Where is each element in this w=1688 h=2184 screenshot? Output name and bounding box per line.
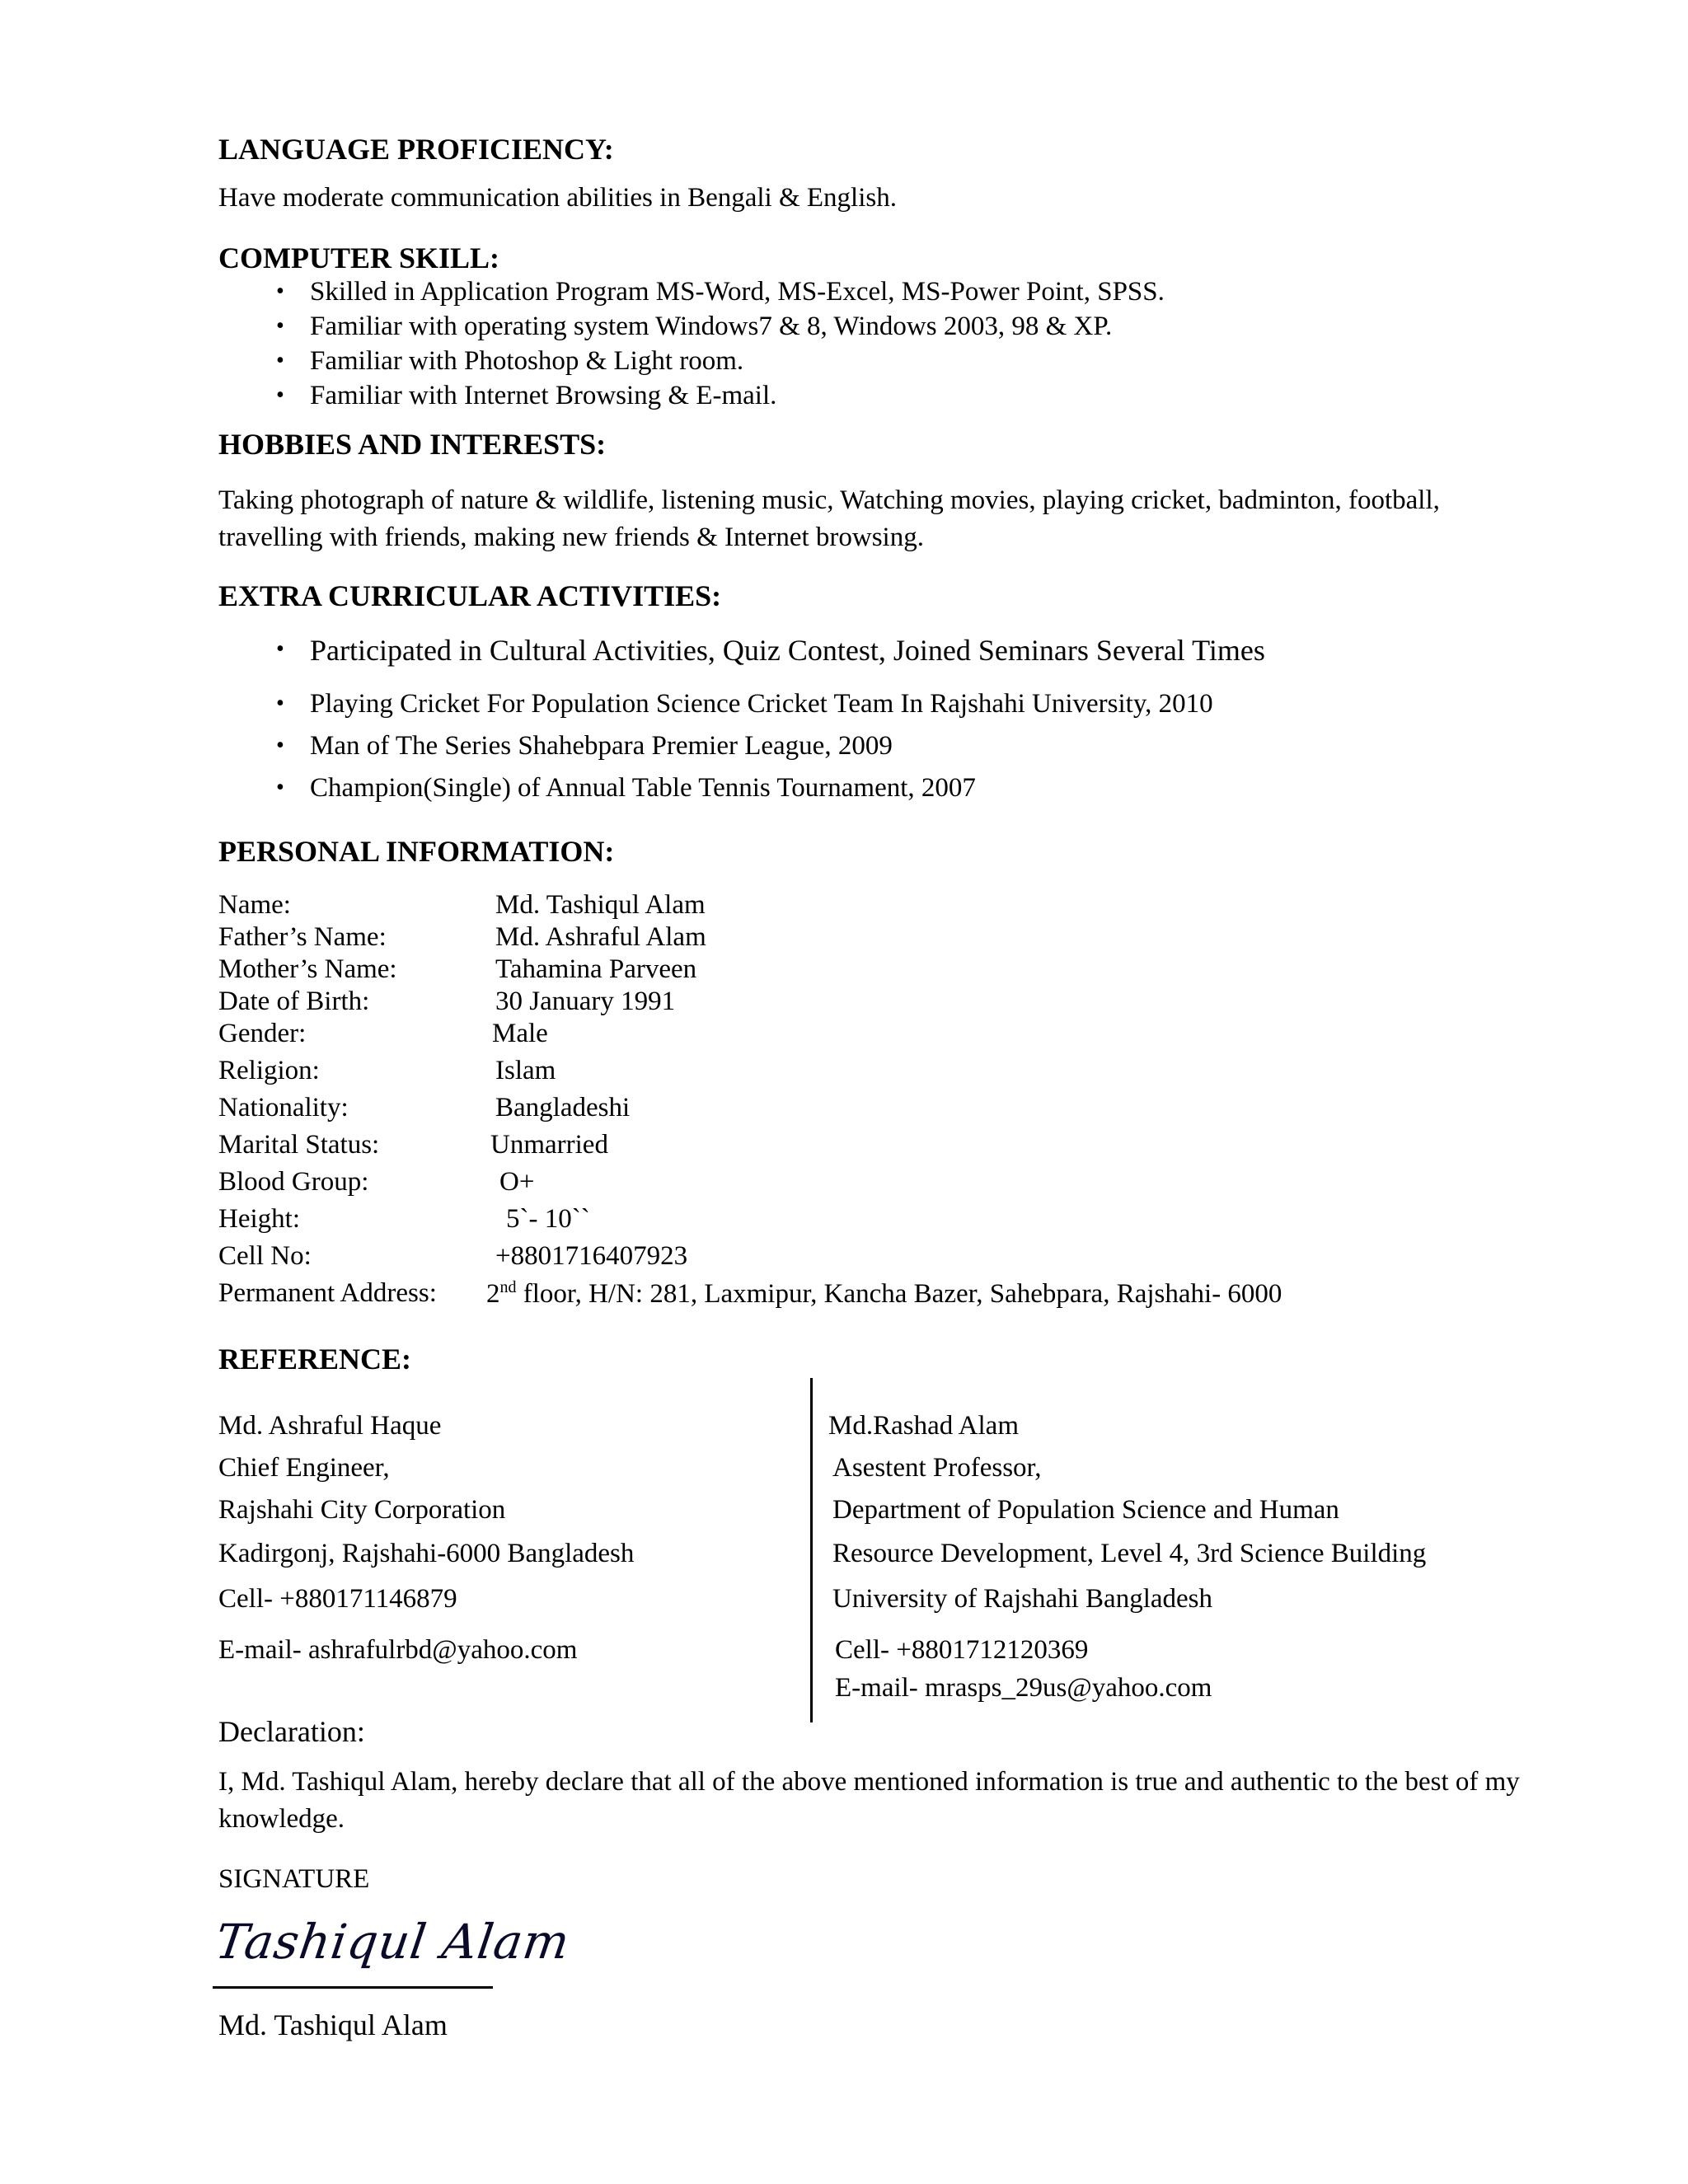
bullet-icon: • (276, 313, 284, 339)
reference-heading: REFERENCE: (218, 1343, 412, 1376)
list-item: Participated in Cultural Activities, Quiz Contest, Joined Seminars Several Times (310, 634, 1265, 667)
field-label: Name: (218, 890, 291, 920)
field-label: Father’s Name: (218, 922, 387, 952)
list-item: Champion(Single) of Annual Table Tennis Tournament, 2007 (310, 773, 976, 803)
hobbies-heading: HOBBIES AND INTERESTS: (218, 428, 607, 461)
reference-divider (810, 1378, 813, 1722)
address-value (486, 1278, 1282, 1310)
field-label: Height: (218, 1204, 300, 1234)
reference-line: Md.Rashad Alam (828, 1411, 1019, 1441)
reference-line: Kadirgonj, Rajshahi-6000 Bangladesh (218, 1539, 635, 1568)
reference-line: Department of Population Science and Human (832, 1495, 1339, 1525)
field-label: Cell No: (218, 1241, 312, 1271)
bullet-icon: • (276, 382, 284, 408)
list-item: Skilled in Application Program MS-Word, MS-Excel, MS-Power Point, SPSS. (310, 277, 1165, 307)
declaration-text: I, Md. Tashiqul Alam, hereby declare that all of the above mentioned information is true and authentic to the best of my knowledge. (218, 1767, 1520, 1834)
field-label: Nationality: (218, 1093, 349, 1122)
field-label: Religion: (218, 1056, 320, 1085)
reference-line: Asestent Professor, (832, 1453, 1042, 1483)
field-value: Islam (495, 1056, 556, 1085)
field-value: +8801716407923 (495, 1241, 688, 1271)
bullet-icon: • (276, 733, 284, 758)
reference-line: Md. Ashraful Haque (218, 1411, 442, 1441)
field-value: Bangladeshi (495, 1093, 631, 1122)
field-value: Male (492, 1019, 548, 1048)
declaration-heading: Declaration: (218, 1715, 365, 1748)
field-value: 30 January 1991 (495, 987, 676, 1016)
reference-line: University of Rajshahi Bangladesh (832, 1584, 1213, 1614)
field-value: Unmarried (490, 1130, 608, 1160)
hobbies-text: Taking photograph of nature & wildlife, listening music, Watching movies, playing cricket, badminton, football, travelling with friends, making new friends & Internet browsing. (218, 485, 1440, 552)
reference-line: Resource Development, Level 4, 3rd Science Building (832, 1539, 1427, 1568)
signature-label: SIGNATURE (218, 1864, 370, 1894)
address-number: 2 (486, 1279, 500, 1309)
reference-line: Rajshahi City Corporation (218, 1495, 506, 1525)
list-item: Familiar with Photoshop & Light room. (310, 346, 744, 376)
field-label: Permanent Address: (218, 1278, 437, 1308)
bullet-icon: • (276, 775, 284, 800)
computer-heading: COMPUTER SKILL: (218, 241, 500, 274)
field-value: Md. Ashraful Alam (495, 922, 706, 952)
language-text: Have moderate communication abilities in Bengali & English. (218, 183, 897, 213)
address-suffix: nd (499, 1278, 517, 1296)
list-item: Familiar with operating system Windows7 & 8, Windows 2003, 98 & XP. (310, 312, 1113, 341)
reference-line: E-mail- mrasps_29us@yahoo.com (835, 1673, 1212, 1703)
address-text: floor, H/N: 281, Laxmipur, Kancha Bazer, Sahebpara, Rajshahi- 6000 (516, 1279, 1282, 1309)
bullet-icon: • (276, 636, 284, 662)
list-item: Man of The Series Shahebpara Premier League, 2009 (310, 731, 893, 761)
field-value: 5`- 10`` (506, 1204, 590, 1234)
field-value: O+ (499, 1167, 535, 1197)
list-item: Playing Cricket For Population Science Cricket Team In Rajshahi University, 2010 (310, 689, 1213, 719)
list-item: Familiar with Internet Browsing & E-mail. (310, 381, 777, 410)
field-label: Mother’s Name: (218, 954, 397, 984)
personal-heading: PERSONAL INFORMATION: (218, 835, 615, 868)
extra-heading: EXTRA CURRICULAR ACTIVITIES: (218, 579, 722, 612)
signer-name: Md. Tashiqul Alam (218, 2008, 448, 2041)
bullet-icon: • (276, 691, 284, 716)
bullet-icon: • (276, 279, 284, 304)
field-value: Md. Tashiqul Alam (495, 890, 706, 920)
field-label: Date of Birth: (218, 987, 370, 1016)
handwritten-signature: Tashiqul Alam (212, 1914, 574, 1970)
reference-line: Cell- +8801712120369 (835, 1635, 1089, 1665)
field-label: Marital Status: (218, 1130, 380, 1160)
signature-line (213, 1986, 493, 1989)
field-label: Gender: (218, 1019, 307, 1048)
reference-line: Chief Engineer, (218, 1453, 390, 1483)
field-label: Blood Group: (218, 1167, 369, 1197)
field-value: Tahamina Parveen (495, 954, 697, 984)
reference-line: E-mail- ashrafulrbd@yahoo.com (218, 1635, 578, 1665)
bullet-icon: • (276, 348, 284, 373)
reference-line: Cell- +880171146879 (218, 1584, 457, 1614)
language-heading: LANGUAGE PROFICIENCY: (218, 133, 614, 166)
